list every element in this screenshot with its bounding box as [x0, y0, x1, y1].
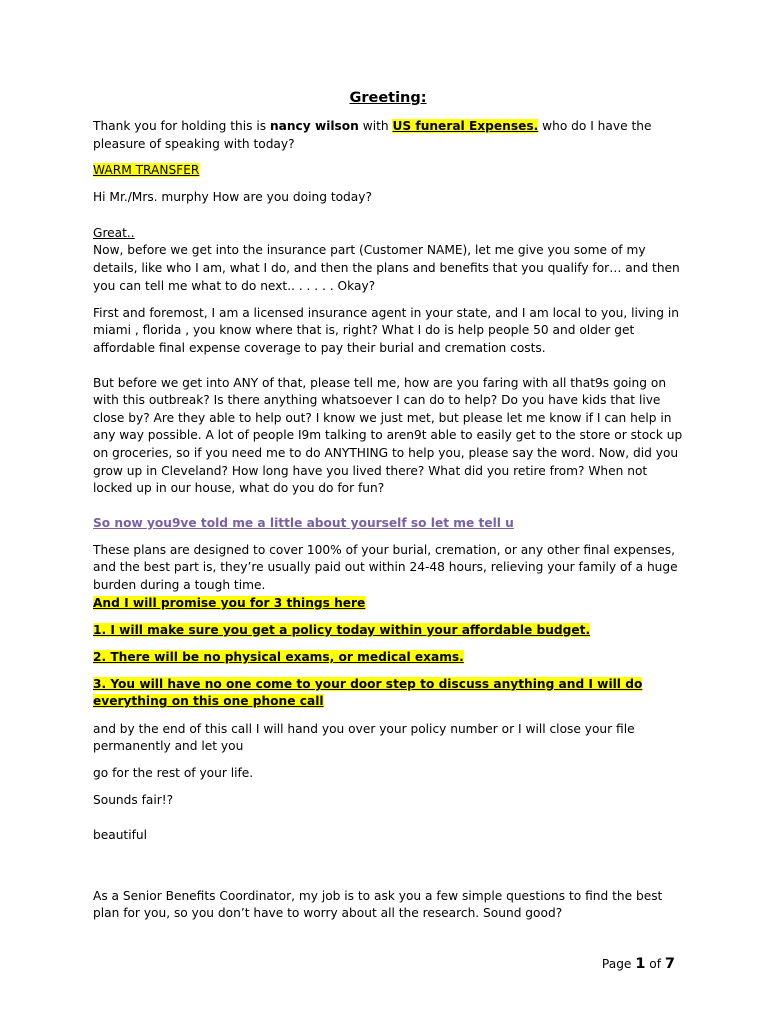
page-title: Greeting: [349, 90, 427, 106]
first-paragraph: First and foremost, I am a licensed insurance agent in your state, and I am local to you, living in miami , florida , you know where that is, right? What I do is help people 50 and older get affordable final expense coverage to pay their burial and cremation costs. [93, 305, 679, 355]
sounds-fair-line: Sounds fair!? [93, 793, 174, 808]
plans-block [93, 542, 683, 612]
current-page-number: 1 [635, 956, 646, 972]
intro-paragraph: Now, before we get into the insurance part (Customer NAME), let me give you some of my details, like who I am, what I do, and then the plans and benefits that you qualify for… and then you can tell me what to do next.. . . . . . Okay? [93, 243, 680, 293]
agent-name: nancy wilson [269, 119, 359, 133]
total-pages-number: 7 [664, 956, 675, 972]
page-footer [0, 956, 675, 973]
promise-text-2: 2. There will be no physical exams, or medical exams. [93, 649, 464, 664]
intro-block [93, 225, 683, 295]
promise-text-1: 1. I will make sure you get a policy today within your affordable budget. [93, 622, 591, 637]
greeting-suffix: who do I have the pleasure of speaking with today? [93, 119, 652, 151]
end-call-paragraph: and by the end of this call I will hand you over your policy number or I will close your file permanently and let you [93, 721, 635, 754]
warm-transfer-label: WARM TRANSFER [93, 163, 200, 178]
document-page [93, 88, 683, 932]
promise-header-line [93, 595, 683, 613]
promise-text-3: 3. You will have no one come to your door step to discuss anything and I will do everything on this one phone call [93, 676, 643, 709]
promise-item-3 [93, 676, 683, 711]
greeting-paragraph [93, 118, 683, 153]
greeting-mid: with [358, 119, 393, 133]
promise-header: And I will promise you for 3 things here [93, 595, 366, 610]
transition-line [93, 515, 683, 533]
hello-line: Hi Mr./Mrs. murphy How are you doing today? [93, 190, 372, 205]
company-name: US funeral Expenses. [392, 119, 539, 133]
promise-item-2 [93, 649, 683, 667]
beautiful-line: beautiful [93, 827, 147, 842]
page-label: Page [601, 957, 636, 971]
great-line: Great.. [93, 225, 135, 240]
greeting-prefix: Thank you for holding this is [93, 119, 270, 133]
promise-item-1 [93, 622, 683, 640]
rest-of-life-line: go for the rest of your life. [93, 766, 254, 781]
transition-text: So now you9ve told me a little about yourself so let me tell u [93, 515, 514, 530]
plans-paragraph: These plans are designed to cover 100% of your burial, cremation, or any other final expenses, and the best part is, they’re usually paid out within 24-48 hours, relieving your family of a huge burden during a tough time. [93, 542, 678, 592]
coordinator-paragraph: As a Senior Benefits Coordinator, my job is to ask you a few simple questions to find the best plan for you, so you don’t have to worry about all the research. Sound good? [93, 888, 663, 921]
warm-transfer-line [93, 162, 683, 180]
of-label: of [645, 957, 665, 971]
outbreak-paragraph: But before we get into ANY of that, please tell me, how are you faring with all that9s going on with this outbreak? Is there anything whatsoever I can do to help? Do you have kids that live close by? Are they able to help out? I know we just met, but please let me know if I can help in any way possible. A lot of people I9m talking to aren9t able to easily get to the store or stock up on groceries, so if you need me to do ANYTHING to help you, please say the word. Now, did you grow up in Cleveland? How long have you lived there? What did you retire from? When not locked up in our house, what do you do for fun? [93, 375, 683, 496]
